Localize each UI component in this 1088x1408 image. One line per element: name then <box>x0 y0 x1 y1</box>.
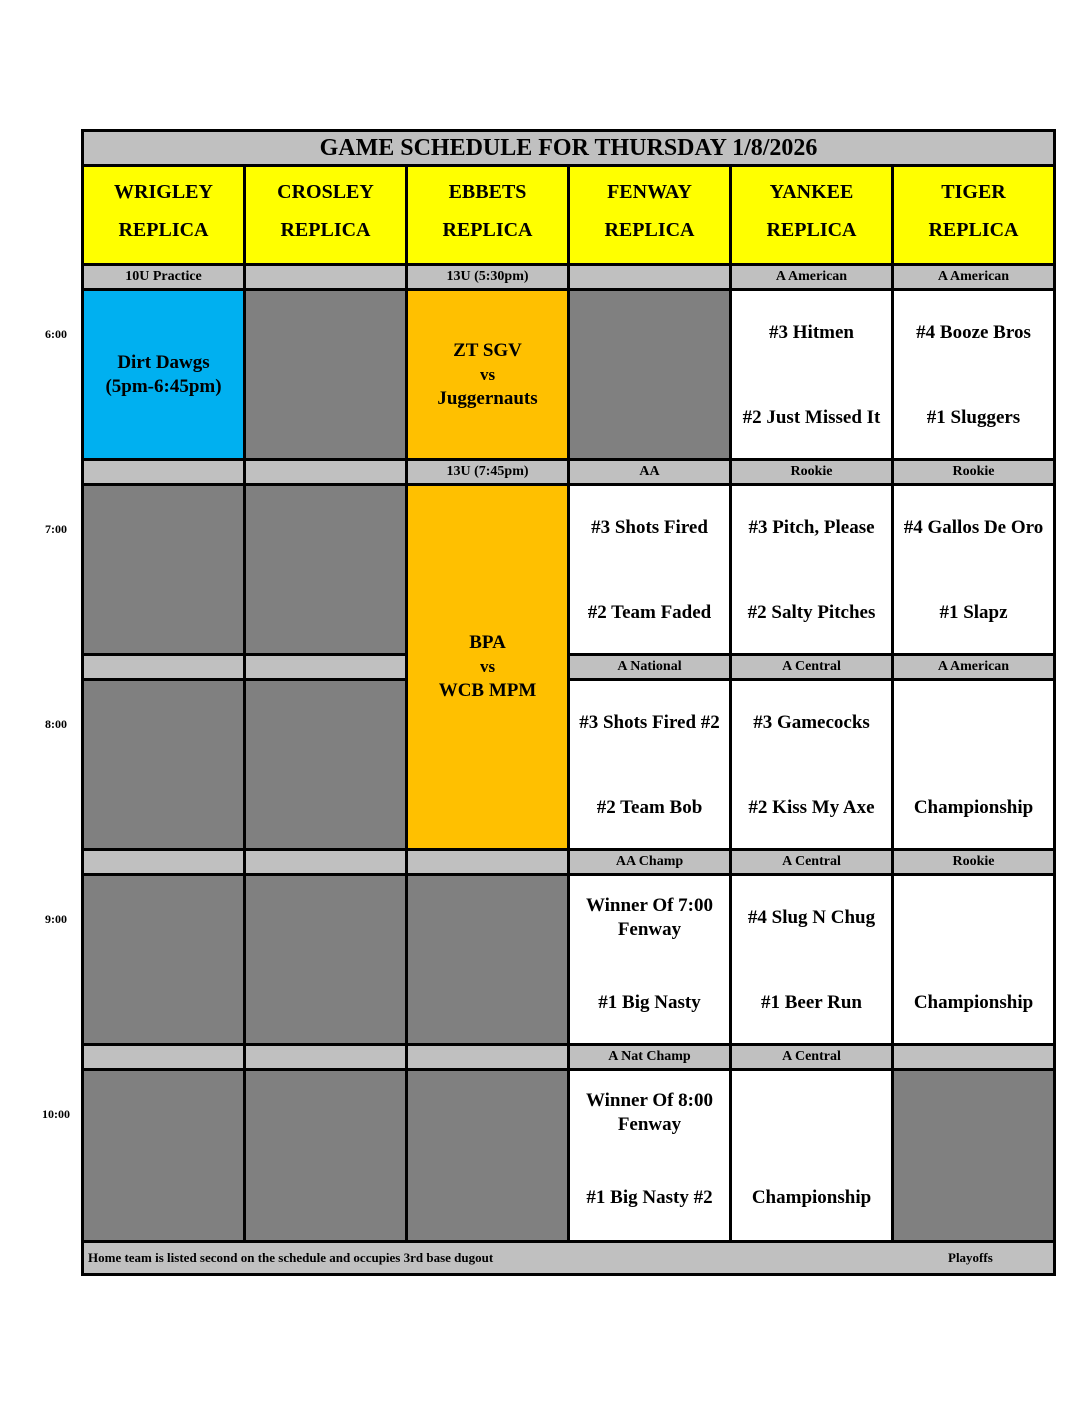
division-label: 13U (7:45pm) <box>408 461 567 483</box>
home-team: Championship <box>913 797 1034 818</box>
division-label <box>570 266 729 288</box>
division-label <box>246 461 405 483</box>
home-team: #1 Beer Run <box>761 992 862 1013</box>
game-block-ebbets-745 <box>408 486 567 848</box>
division-label: 13U (5:30pm) <box>408 266 567 288</box>
schedule-footer <box>84 1243 1053 1273</box>
away-team: #4 Booze Bros <box>916 322 1031 343</box>
division-label <box>246 851 405 873</box>
unused-slot <box>408 1071 567 1240</box>
unused-slot <box>246 1071 405 1240</box>
away-team-line2: Fenway <box>617 919 682 940</box>
unused-slot <box>246 486 405 653</box>
game-cell <box>732 486 891 653</box>
home-team: Championship <box>751 1187 872 1208</box>
venue-name: EBBETS <box>448 181 527 203</box>
venue-name: FENWAY <box>607 181 692 203</box>
vs-text: vs <box>479 657 496 676</box>
venue-header-ebbets <box>408 167 567 263</box>
home-team: #2 Just Missed It <box>742 407 881 428</box>
unused-slot <box>408 876 567 1043</box>
game-cell <box>894 681 1053 848</box>
game-block-ebbets-530 <box>408 291 567 458</box>
unused-slot <box>246 876 405 1043</box>
division-label: 10U Practice <box>84 266 243 288</box>
venue-header-tiger <box>894 167 1053 263</box>
game-cell <box>732 1071 891 1240</box>
home-team: Juggernauts <box>437 387 538 409</box>
venue-sub: REPLICA <box>118 219 209 241</box>
division-label: A National <box>570 656 729 678</box>
division-label <box>246 266 405 288</box>
division-label <box>84 1046 243 1068</box>
venue-sub: REPLICA <box>928 219 1019 241</box>
division-label: A American <box>894 656 1053 678</box>
home-team: #1 Sluggers <box>926 407 1021 428</box>
game-cell <box>570 1071 729 1240</box>
venue-header-wrigley <box>84 167 243 263</box>
home-team: #2 Team Bob <box>596 797 703 818</box>
practice-team: Dirt Dawgs <box>117 351 210 373</box>
home-team: #1 Slapz <box>939 602 1008 623</box>
division-label: A Nat Champ <box>570 1046 729 1068</box>
division-label <box>894 1046 1053 1068</box>
home-team: #2 Kiss My Axe <box>748 797 875 818</box>
unused-slot <box>246 291 405 458</box>
home-team: #1 Big Nasty <box>598 992 701 1013</box>
venue-header-crosley <box>246 167 405 263</box>
away-team: BPA <box>469 632 506 653</box>
division-label <box>408 851 567 873</box>
unused-slot <box>246 681 405 848</box>
game-cell <box>570 486 729 653</box>
division-label: Rookie <box>732 461 891 483</box>
unused-slot <box>84 681 243 848</box>
away-team: #4 Slug N Chug <box>747 907 876 928</box>
division-label <box>84 461 243 483</box>
venue-sub: REPLICA <box>604 219 695 241</box>
game-cell <box>894 291 1053 458</box>
unused-slot <box>84 876 243 1043</box>
game-cell <box>732 681 891 848</box>
venue-sub: REPLICA <box>442 219 533 241</box>
schedule-title: GAME SCHEDULE FOR THURSDAY 1/8/2026 <box>84 132 1053 164</box>
time-label-8: 8:00 <box>45 717 67 731</box>
away-team-line1: Winner Of 7:00 <box>585 895 714 916</box>
vs-text: vs <box>479 364 496 384</box>
venue-name: YANKEE <box>769 181 854 203</box>
division-label: Rookie <box>894 851 1053 873</box>
game-cell <box>894 486 1053 653</box>
playoffs-label: Playoffs <box>948 1250 993 1265</box>
division-label: A American <box>894 266 1053 288</box>
venue-header-yankee <box>732 167 891 263</box>
away-team-line1: Winner Of 8:00 <box>585 1090 714 1111</box>
game-cell <box>570 876 729 1043</box>
venue-name: CROSLEY <box>277 181 374 203</box>
unused-slot <box>570 291 729 458</box>
division-label: A Central <box>732 656 891 678</box>
home-team: #2 Salty Pitches <box>747 602 876 623</box>
home-team: #2 Team Faded <box>587 602 712 623</box>
away-team: ZT SGV <box>453 339 522 361</box>
division-label: A Central <box>732 1046 891 1068</box>
unused-slot <box>84 486 243 653</box>
division-label <box>246 1046 405 1068</box>
game-cell <box>732 876 891 1043</box>
game-cell <box>894 876 1053 1043</box>
game-cell <box>570 681 729 848</box>
time-label-10: 10:00 <box>42 1107 70 1121</box>
away-team: #3 Hitmen <box>769 322 854 343</box>
game-cell <box>732 291 891 458</box>
home-team: Championship <box>913 992 1034 1013</box>
time-label-7: 7:00 <box>45 522 67 536</box>
venue-name: TIGER <box>941 181 1006 203</box>
practice-block-wrigley <box>84 291 243 458</box>
venue-sub: REPLICA <box>280 219 371 241</box>
away-team: #3 Shots Fired #2 <box>579 712 720 733</box>
division-label: AA <box>570 461 729 483</box>
unused-slot <box>84 1071 243 1240</box>
home-team: #1 Big Nasty #2 <box>586 1187 713 1208</box>
time-label-6: 6:00 <box>45 327 67 341</box>
division-label: AA Champ <box>570 851 729 873</box>
away-team: #4 Gallos De Oro <box>903 517 1044 538</box>
division-label: A Central <box>732 851 891 873</box>
division-label <box>246 656 405 678</box>
division-label <box>408 1046 567 1068</box>
away-team: #3 Pitch, Please <box>748 517 875 538</box>
away-team: #3 Gamecocks <box>753 712 870 733</box>
unused-slot <box>894 1071 1053 1240</box>
venue-sub: REPLICA <box>766 219 857 241</box>
division-label: A American <box>732 266 891 288</box>
venue-name: WRIGLEY <box>114 181 213 203</box>
division-label: Rookie <box>894 461 1053 483</box>
division-label <box>84 656 243 678</box>
away-team-line2: Fenway <box>617 1114 682 1135</box>
time-label-9: 9:00 <box>45 912 67 926</box>
venue-header-fenway <box>570 167 729 263</box>
home-team-note: Home team is listed second on the schedule and occupies 3rd base dugout <box>88 1250 494 1265</box>
home-team: WCB MPM <box>438 680 537 701</box>
division-label <box>84 851 243 873</box>
away-team: #3 Shots Fired <box>591 517 708 538</box>
practice-time: (5pm-6:45pm) <box>105 375 222 397</box>
